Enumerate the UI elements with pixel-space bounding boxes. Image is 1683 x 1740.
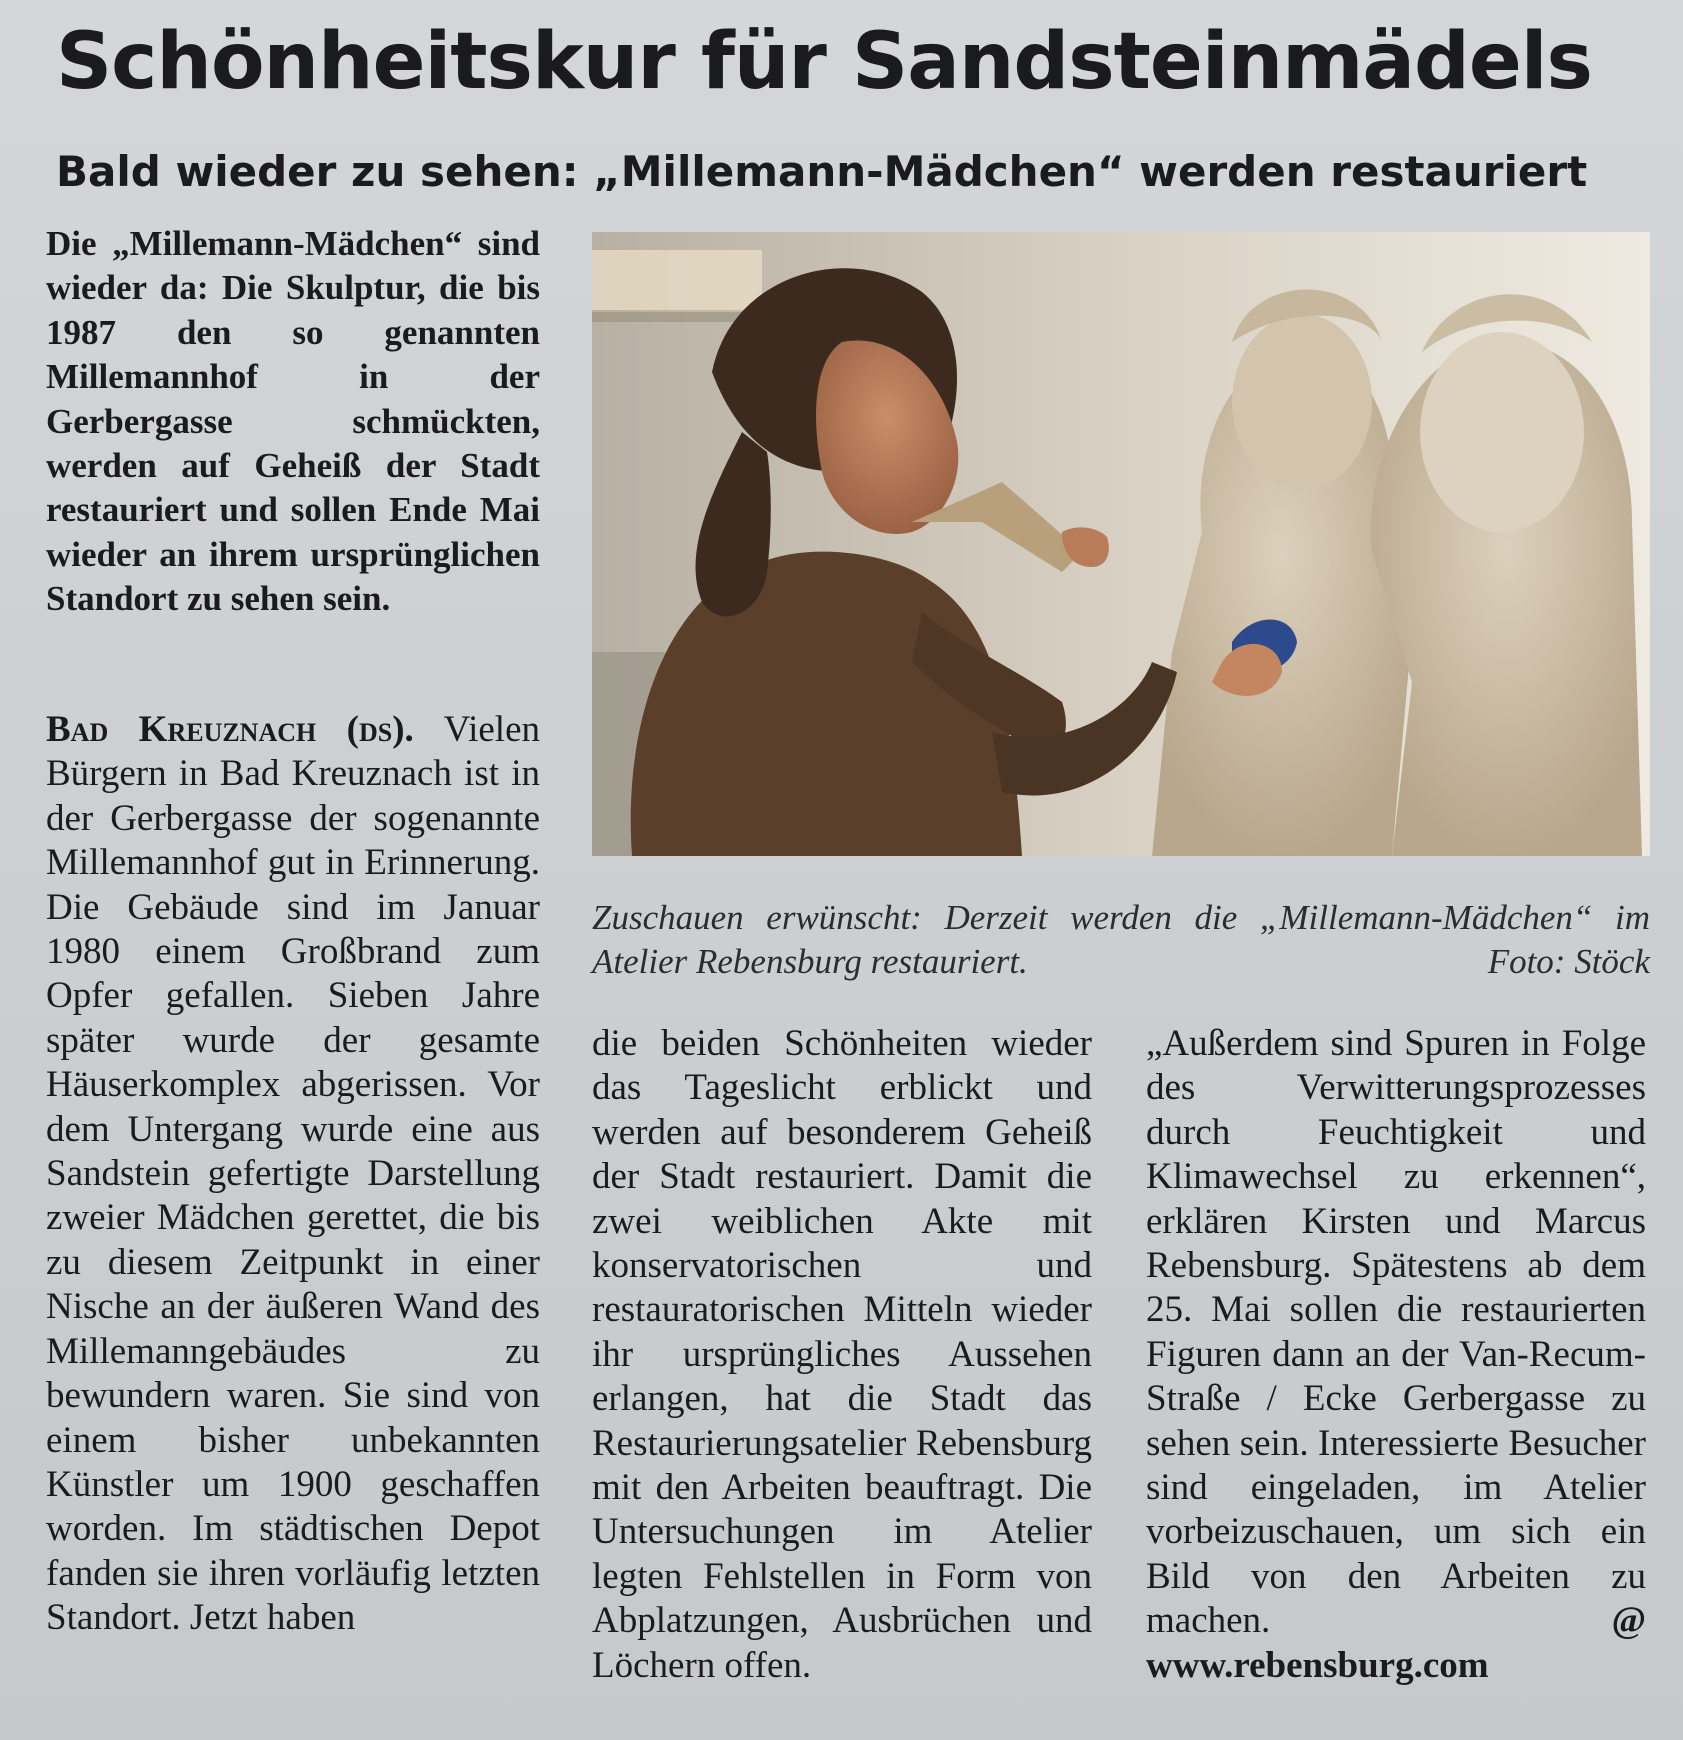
restorer-with-sculpture-image <box>592 232 1650 856</box>
body-paragraph-1 <box>46 708 540 1641</box>
body-column-2 <box>592 1022 1092 1688</box>
body-text-1: Vielen Bürgern in Bad Kreuznach ist in der Gerbergasse der sogenannte Millemannhof gut in Erinnerung. Die Gebäude sind im Januar 1980 einem Großbrand zum Opfer gefallen. Sieben Jahre später wurde der gesamte Häuserkomplex abgerissen. Vor dem Untergang wurde eine aus Sandstein gefertigte Darstellung zweier Mädchen gerettet, die bis zu diesem Zeitpunkt in einer Nische an der äußeren Wand des Millemanngebäudes zu bewundern waren. Sie sind von einem bisher unbekannten Künstler um 1900 geschaffen worden. Im städtischen Depot fanden sie ihren vorläufig letzten Standort. Jetzt haben <box>46 709 540 1639</box>
body-paragraph-3 <box>1146 1022 1646 1688</box>
article-photo <box>592 232 1650 856</box>
photo-credit: Foto: Stöck <box>1487 942 1650 981</box>
body-text-2: die beiden Schönheiten wieder das Tageslicht erblickt und werden auf besonderem Geheiß der Stadt restauriert. Damit die zwei weiblichen Akte mit konservatorischen und restauratorischen Mitteln wieder ihr ursprüngliches Aussehen erlangen, hat die Stadt das Restaurierungsatelier Rebensburg mit den Arbeiten beauftragt. Die Untersuchungen im Atelier legten Fehlstellen in Form von Abplatzungen, Ausbrüchen und Löchern offen. <box>592 1023 1092 1686</box>
body-column-3 <box>1146 1022 1646 1688</box>
headline: Schönheitskur für Sandsteinmädels <box>56 17 1592 107</box>
website-link[interactable]: @ www.rebensburg.com <box>1146 1600 1646 1686</box>
subheadline: Bald wieder zu sehen: „Millemann-Mädchen“ werden restauriert <box>56 147 1588 196</box>
lead-paragraph: Die „Millemann-Mädchen“ sind wieder da: Die Skulptur, die bis 1987 den so genannten Millemannhof in der Gerbergasse schmückten, werden auf Geheiß der Stadt restauriert und sollen Ende Mai wieder an ihrem ursprünglichen Standort zu sehen sein. <box>46 224 540 619</box>
body-text-3: „Außerdem sind Spuren in Folge des Verwitterungsprozesses durch Feuchtigkeit und Klimawechsel zu erkennen“, erklären Kirsten und Marcus Rebensburg. Spätestens ab dem 25. Mai sollen die restaurierten Figuren dann an der Van-Recum-Straße / Ecke Gerbergasse zu sehen sein. Interessierte Besucher sind eingeladen, im Atelier vorbeizuschauen, um sich ein Bild von den Arbeiten zu machen. <box>1146 1023 1646 1642</box>
photo-caption <box>592 896 1650 984</box>
caption-text: Zuschauen erwünscht: Derzeit werden die „Millemann-Mädchen“ im Atelier Rebensburg restauriert. <box>592 898 1650 981</box>
body-column-1 <box>46 708 540 1641</box>
dateline: Bad Kreuznach (ds). <box>46 709 414 750</box>
